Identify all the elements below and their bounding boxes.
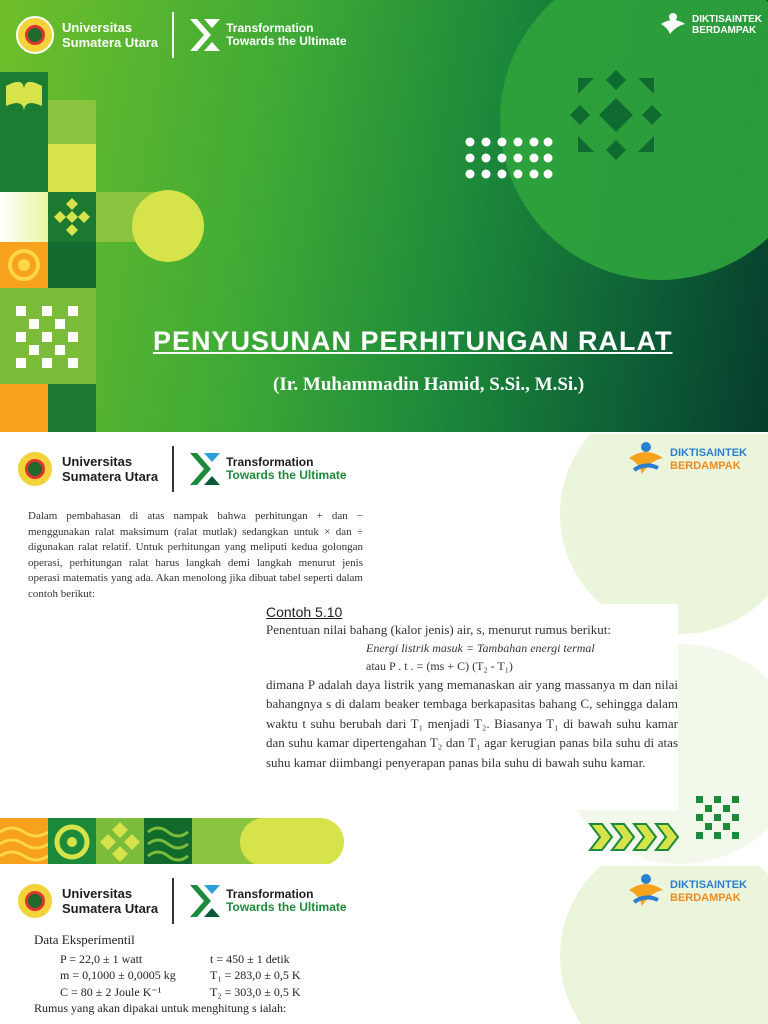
tagline-logo: Transformation Towards the Ultimate: [188, 451, 346, 487]
transformation-icon: [188, 451, 222, 487]
equation-formula: atau P . t . = (ms + C) (T₂ - T₁): [366, 658, 513, 673]
formula-intro: Rumus yang akan dipakai untuk menghitung s ialah:: [34, 1001, 287, 1015]
header-logos: [16, 446, 347, 492]
example-intro: Penentuan nilai bahang (kalor jenis) air, s, menurut rumus berikut:: [266, 622, 611, 637]
university-name: Universitas Sumatera Utara: [62, 20, 159, 50]
dot-grid-decoration: [464, 136, 554, 180]
diamond-tile-icon: [52, 196, 92, 238]
example-title: Contoh 5.10: [266, 604, 343, 620]
university-name: Universitas Sumatera Utara: [62, 886, 159, 916]
sun-icon: [4, 244, 44, 286]
presentation-title: PENYUSUNAN PERHITUNGAN RALAT: [153, 326, 673, 356]
book-icon: [4, 76, 44, 114]
transformation-icon: [188, 17, 222, 53]
diktisaintek-icon: [658, 12, 688, 38]
transformation-icon: [188, 883, 222, 919]
diamond-motif-decoration: [570, 70, 662, 160]
data-heading: Data Eksperimentil: [34, 932, 135, 947]
intro-paragraph: Dalam pembahasan di atas nampak bahwa perhitungan + dan − menggunakan ralat maksimum (ralat mutlak) sedangkan untuk × dan ÷ digunakan ralat relatif. Untuk perhitungan yang meliputi kedua golongan operasi, perhitungan ralat harus langkah demi langkah menurut jenis operasi matematis yang ada. Akan menolong jika dibuat tabel seperti dalam contoh berikut:: [28, 510, 363, 600]
chevron-arrows-icon: [588, 820, 684, 854]
diktisaintek-icon: [626, 440, 666, 480]
title-slide: [0, 0, 768, 432]
yellow-circle-decoration: [132, 190, 204, 262]
content-slide-3: [0, 866, 768, 1024]
pattern-strip-icon: [0, 818, 290, 864]
university-name: Universitas Sumatera Utara: [62, 454, 159, 484]
content-slide-2: [0, 434, 768, 864]
example-box: [266, 604, 678, 810]
tagline-logo: Transformation Towards the Ultimate: [188, 883, 346, 919]
logo-divider: [172, 12, 174, 58]
data-row: P = 22,0 ± 1 watt t = 450 ± 1 detik: [60, 951, 290, 966]
author-name: (Ir. Muhammadin Hamid, S.Si., M.Si.): [273, 374, 585, 395]
header-logos: [16, 878, 347, 924]
data-row: C = 80 ± 2 Joule K⁻¹ T₂ = 303,0 ± 0,5 K: [60, 984, 301, 999]
university-crest-icon: [16, 16, 54, 54]
logo-divider: [172, 446, 174, 492]
tagline-logo: Transformation Towards the Ultimate: [188, 17, 346, 53]
university-crest-icon: [16, 450, 54, 488]
diktisaintek-icon: [626, 872, 666, 912]
equation-energy: Energi listrik masuk = Tambahan energi termal: [366, 640, 595, 655]
diktisaintek-badge: DIKTISAINTEK BERDAMPAK: [658, 12, 762, 38]
university-crest-icon: [16, 882, 54, 920]
example-body: dimana P adalah daya listrik yang memanaskan air yang massanya m dan nilai bahangnya s di dalam beaker tembaga berkapasitas bahang C, sehingga dalam waktu t suhu berubah dari T₁ menjadi T₂. Biasanya T₁ di bawah suhu kamar dan suhu kamar dipertengahan T₂ dan T₁ agar kerugian panas bila suhu di atas suhu kamar diimbangi penyerapan panas bila suhu di bawah suhu kamar.: [266, 676, 678, 770]
diktisaintek-badge: DIKTISAINTEK BERDAMPAK: [626, 872, 747, 912]
pattern-tile-icon: [16, 306, 78, 368]
diktisaintek-badge: DIKTISAINTEK BERDAMPAK: [626, 440, 747, 480]
pattern-tile-icon: [696, 796, 740, 840]
data-row: m = 0,1000 ± 0,0005 kg T₁ = 283,0 ± 0,5 K: [60, 968, 301, 982]
logo-divider: [172, 878, 174, 924]
header-logos: [16, 12, 347, 58]
experiment-data: [34, 932, 334, 1017]
